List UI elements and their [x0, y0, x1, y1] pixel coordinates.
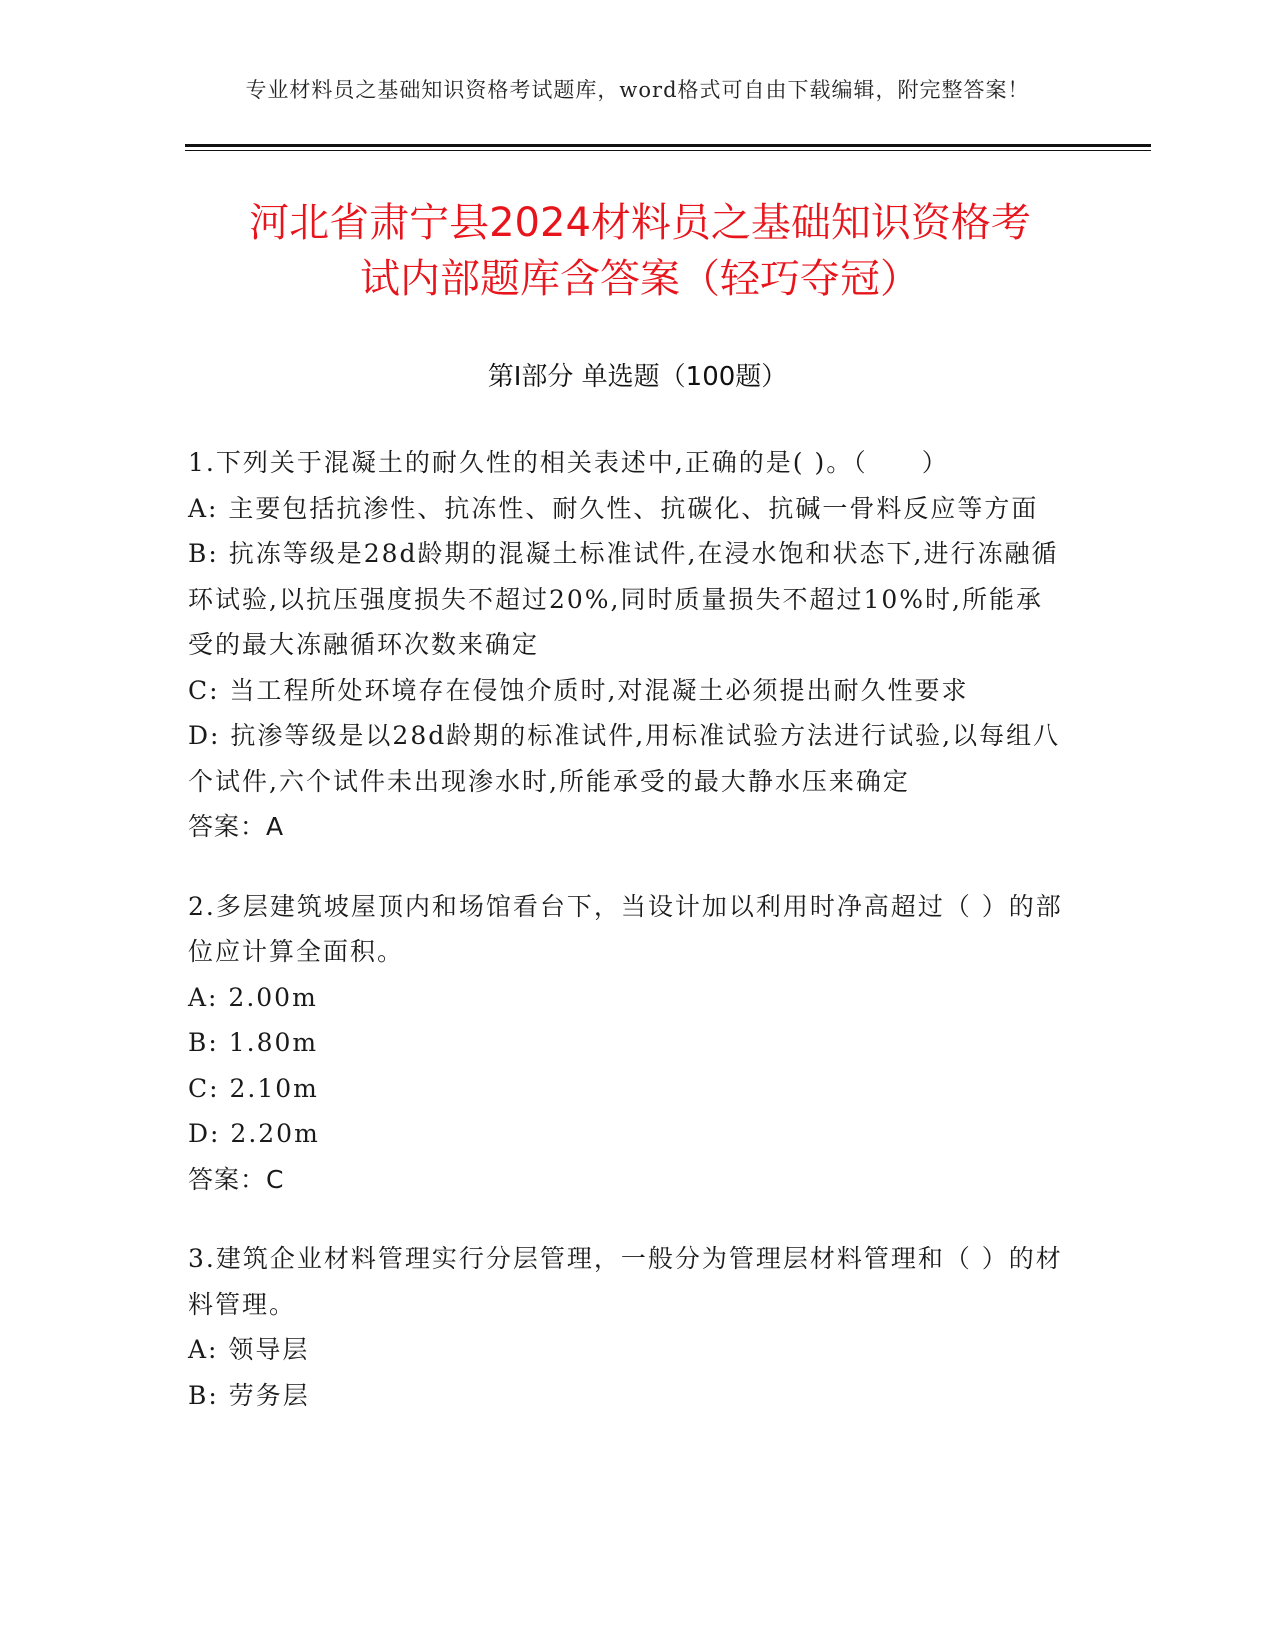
- option-a: A: 2.00m: [188, 982, 318, 1012]
- document-title: [120, 195, 1160, 307]
- option-d: D: 抗渗等级是以28d龄期的标准试件,用标准试验方法进行试验,以每组八个试件,六个试件未出现渗水时,所能承受的最大静水压来确定: [188, 721, 1061, 796]
- question-1: [188, 440, 1068, 850]
- title-line-2: 试内部题库含答案（轻巧夺冠）: [360, 256, 920, 302]
- option-d: D: 2.20m: [188, 1119, 320, 1148]
- option-b: B: 劳务层: [188, 1380, 310, 1410]
- question-stem: 1.下列关于混凝土的耐久性的相关表述中,正确的是( )。（ ）: [188, 448, 949, 477]
- answer-label: 答案：C: [188, 1164, 285, 1194]
- option-b: B: 抗冻等级是28d龄期的混凝土标准试件,在浸水饱和状态下,进行冻融循环试验,以抗压强度损失不超过20%,同时质量损失不超过10%时,所能承受的最大冻融循环次数来确定: [188, 539, 1059, 659]
- header-divider-thin: [185, 150, 1151, 151]
- question-2: [188, 884, 1068, 1203]
- question-stem: 3.建筑企业材料管理实行分层管理，一般分为管理层材料管理和（ ）的材料管理。: [188, 1244, 1063, 1319]
- answer-label: 答案：A: [188, 812, 285, 841]
- option-b: B: 1.80m: [188, 1028, 319, 1057]
- option-a: A: 主要包括抗渗性、抗冻性、耐久性、抗碳化、抗碱一骨料反应等方面: [188, 493, 1039, 523]
- section-title: 第I部分 单选题（100题）: [487, 362, 788, 392]
- option-c: C: 当工程所处环境存在侵蚀介质时,对混凝土必须提出耐久性要求: [188, 675, 969, 705]
- header-note: 专业材料员之基础知识资格考试题库，word格式可自由下载编辑，附完整答案！: [245, 78, 1030, 102]
- question-stem: 2.多层建筑坡屋顶内和场馆看台下，当设计加以利用时净高超过（ ）的部位应计算全面积。: [188, 891, 1063, 966]
- header-divider: [185, 144, 1151, 147]
- title-line-1: 河北省肃宁县2024材料员之基础知识资格考: [249, 200, 1031, 246]
- option-a: A: 领导层: [188, 1335, 310, 1364]
- question-3: [188, 1236, 1068, 1418]
- option-c: C: 2.10m: [188, 1073, 319, 1103]
- question-list: [188, 440, 1068, 1452]
